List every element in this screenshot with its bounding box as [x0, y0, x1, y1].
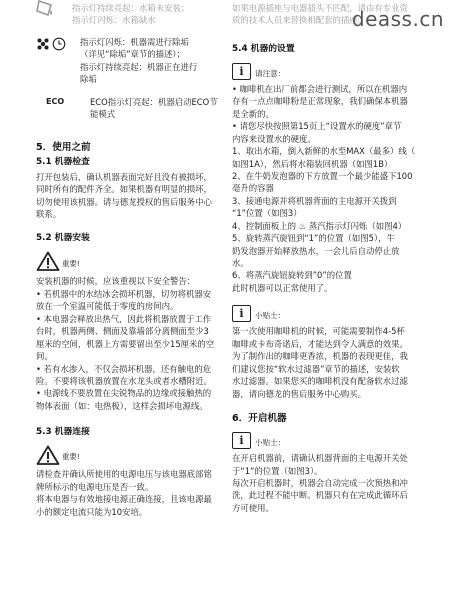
list-line: 台时，机器两侧、侧面及靠墙部分离侧面至少3	[36, 326, 209, 337]
tip-body	[232, 452, 426, 514]
list-item	[36, 387, 226, 412]
info-heading	[232, 62, 426, 80]
list-line: • 若有水渗入，不仅会损坏机器，还有触电的危	[36, 363, 212, 374]
water-tank-icon	[36, 0, 58, 20]
tip-line: 水过滤器。如果您买的咖啡机没有配备软水过滤	[232, 376, 408, 387]
list-line: 放在一个室温可能低于零度的房间内。	[36, 301, 179, 312]
section-5-4-title: 5.4 机器的设置	[232, 43, 295, 54]
warning-heading	[36, 445, 226, 465]
left-column	[36, 0, 226, 518]
list-line: • 咖啡机在出厂前都会进行测试，所以在机器内	[232, 83, 408, 94]
tip-line: 器，请向德龙的售后服务中心购买。	[232, 388, 366, 399]
section-5-1-body	[36, 171, 226, 221]
section-5-3-body	[36, 468, 226, 518]
top-faded-line: 质的技术人员来替换相配套的插座。	[232, 15, 366, 26]
steps-list	[232, 145, 426, 294]
warning-icon	[36, 251, 60, 271]
step-line: 6、将蒸汽旋钮旋转到”0”的位置	[232, 270, 352, 281]
descale-line: 指示灯闪烁：机器需进行除垢	[80, 36, 189, 47]
list-item	[36, 313, 226, 363]
section-5-1-title: 5.1 机器检查	[36, 156, 90, 167]
list-line: • 请您尽快按照第15页上“设置水的硬度”章节	[232, 121, 402, 132]
warning-label: 重要!	[62, 452, 80, 462]
step-item	[232, 145, 426, 170]
list-line: 险。不要将该机器放置在水龙头或者水槽附近。	[36, 375, 212, 386]
body-line: 联系。	[36, 209, 62, 220]
list-line: 是全新的。	[232, 108, 274, 119]
step-item	[232, 220, 426, 232]
step-line: 4、控制面板上的 ♨ 蒸汽指示灯闪烁（如图4）	[232, 220, 407, 231]
list-line: • 若机器中的水结冰会损坏机器，切勿将机器安	[36, 288, 212, 299]
step-line: 2、在牛奶发泡器的下方放置一个最少能盛下100	[232, 170, 413, 181]
step-line: “1”位置（如图3）	[232, 208, 302, 219]
info-label: 请注意：	[255, 68, 286, 78]
descale-indicator	[36, 36, 226, 86]
watermark: deass.cn	[351, 7, 444, 31]
tip-label: 小贴士：	[255, 311, 286, 321]
tip-line: 洗，此过程不能中断。机器只有在完成此循环后	[232, 490, 408, 501]
body-line: 打开包装后，确认机器表面完好且没有被损坏，	[36, 171, 212, 182]
tip-line: 每次开启机器时，机器会自动完成一次预热和冲	[232, 478, 408, 489]
eco-line: 能模式	[90, 109, 116, 120]
body-line: 牌所标示的电源电压是否一致。	[36, 481, 154, 492]
top-faded-line: 指示灯闪烁：水箱缺水	[72, 15, 156, 26]
info-icon: i	[232, 305, 251, 322]
info-icon: i	[232, 432, 251, 449]
tip-heading	[232, 304, 426, 322]
list-item	[232, 120, 426, 145]
step-line: 水。	[232, 258, 249, 269]
warning-icon	[36, 445, 60, 465]
section-5-2-title: 5.2 机器安装	[36, 233, 90, 244]
tip-line: 咖啡或卡布奇诺后，才能达到令人满意的效果。	[232, 338, 408, 349]
step-item	[232, 232, 426, 269]
step-line: 毫升的容器	[232, 183, 274, 194]
body-line: 将本电器与有效地接电源正确连接，且该电源最	[36, 494, 212, 505]
top-faded-line: 指示灯持续亮起：水箱未安装；	[72, 3, 190, 13]
tip-label: 小贴士：	[255, 437, 286, 447]
tip-body	[232, 325, 426, 400]
top-faded-line: 如果电源插座与电器插头不匹配，请由有专业资	[232, 3, 408, 13]
list-line: 存有一点点咖啡粉是正常现象，我们确保本机器	[232, 96, 408, 107]
warning-label: 重要!	[62, 258, 80, 268]
list-item	[36, 288, 226, 313]
list-line: 厘米的空间，机器上方需要留出至少15厘米的空	[36, 338, 215, 349]
tip-line: 第一次使用咖啡机的时候，可能需要制作4-5杯	[232, 326, 405, 337]
tip-line: 们建议您按“软水过滤器”章节的描述，安装软	[232, 363, 400, 374]
step-line: 如图1A），然后将水箱装回机器（如图1B）	[232, 158, 393, 169]
descale-line: （详见“除垢”章节的描述）；	[80, 49, 185, 60]
body-line: 切勿使用该机器。请与德龙授权的售后服务中心	[36, 196, 212, 207]
section-5-title: 5．使用之前	[36, 141, 91, 153]
section-5-2-intro: 安装机器的时候，应该重视以下安全警告：	[36, 276, 196, 287]
list-line: 物体表面（如：电热板），这样会损坏电源线。	[36, 400, 208, 411]
section-5-3-title: 5.3 机器连接	[36, 427, 90, 438]
tip-line: 在开启机器前，请确认机器背面的主电源开关处	[232, 453, 408, 464]
step-line: 奶发泡器开始释放热水，一会儿后自动停止放	[232, 245, 400, 256]
info-icon: i	[232, 63, 251, 80]
list-line: • 电源线不要放置在尖锐物品的边缘或接触热的	[36, 388, 212, 399]
section-5-2-list	[36, 288, 226, 412]
body-line: 小的额定电流只能为10安培。	[36, 506, 148, 517]
tip-line: 为了制作出的咖啡更香浓，机器的表现更佳，我	[232, 351, 408, 362]
step-line: 1、取出水箱，倒入新鲜的水至MAX（最多）线（	[232, 146, 416, 157]
list-line: • 本电器会释放出热气，因此将机器放置于工作	[36, 313, 212, 324]
list-line: 间。	[36, 351, 53, 362]
descale-icon	[36, 37, 50, 51]
descale-line: 除垢	[80, 74, 97, 85]
eco-icon: ECO	[46, 96, 65, 106]
body-line: 同时所有的配件齐全。如果机器有明显的损坏，	[36, 184, 212, 195]
tip-line: 方可使用。	[232, 502, 274, 513]
section-6-title: 6．开启机器	[232, 412, 287, 424]
list-line: 内容来设置水的硬度。	[232, 133, 316, 144]
right-column	[232, 0, 426, 514]
step-line: 此时机器可以正常使用了。	[232, 282, 333, 293]
eco-line: ECO指示灯亮起：机器启动ECO节	[90, 96, 218, 107]
body-line: 请检查并确认所使用的电源电压与该电器底部铭	[36, 469, 212, 480]
list-item	[36, 363, 226, 388]
water-tank-indicator	[36, 2, 226, 27]
descale-line: 指示灯持续亮起：机器正在进行	[80, 61, 198, 72]
warning-heading	[36, 251, 226, 271]
step-item	[232, 269, 426, 294]
list-item	[232, 83, 426, 120]
step-line: 5、旋转蒸汽旋钮到“1”的位置（如图5），牛	[232, 233, 395, 244]
timer-icon	[52, 37, 66, 51]
step-item	[232, 195, 426, 220]
eco-indicator	[36, 96, 226, 121]
tip-line: 于“1”的位置（如图3）。	[232, 465, 323, 476]
tip-heading	[232, 431, 426, 449]
step-line: 3、接通电源并将机器背面的主电源开关拨到	[232, 195, 397, 206]
notes-list	[232, 83, 426, 145]
step-item	[232, 170, 426, 195]
